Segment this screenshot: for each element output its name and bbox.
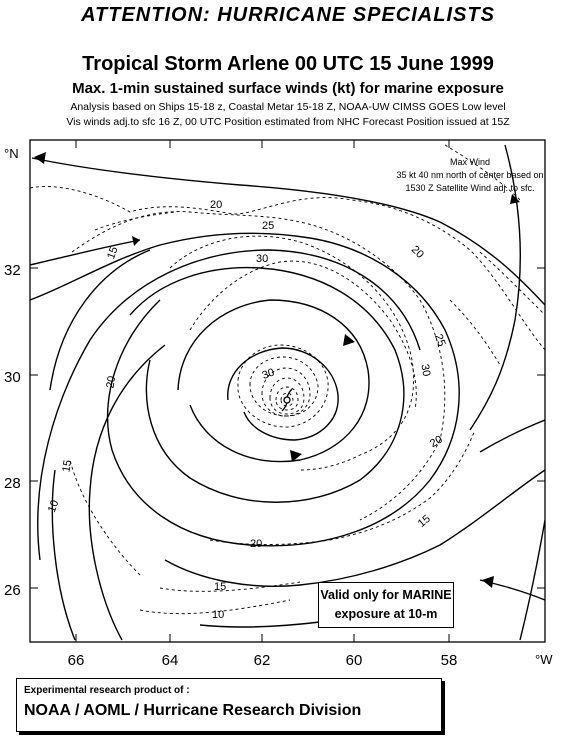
contour-label: 20 [428, 433, 445, 451]
contour-label: 15 [415, 512, 433, 530]
valid-notice-line1: Valid only for MARINE [320, 588, 452, 602]
lon-tick-label: 66 [67, 652, 85, 669]
credit-label: Experimental research product of : [24, 685, 190, 696]
contour-label: 25 [432, 332, 448, 349]
contour-label: 10 [45, 498, 62, 515]
contour-label: 20 [408, 243, 426, 261]
contour-label: 25 [262, 220, 275, 232]
contour-label: 15 [105, 245, 121, 261]
page-title: Tropical Storm Arlene 00 UTC 15 June 1999 [82, 53, 494, 75]
analysis-note-2: Vis winds adj.to sfc 16 Z, 00 UTC Position estimated from NHC Forecast Position issued at 15Z [66, 116, 510, 128]
contour-label: 20 [104, 375, 119, 390]
credit-box [16, 678, 442, 732]
valid-notice-line2: exposure at 10-m [334, 607, 438, 621]
contour-label: 20 [210, 199, 223, 211]
contour-label: 10 [212, 609, 225, 621]
lat-tick-label: 30 [4, 369, 21, 386]
lat-tick-label: 32 [4, 262, 21, 279]
lon-unit-label: °W [535, 652, 553, 667]
map-frame [30, 140, 545, 642]
max-wind-note [396, 157, 543, 193]
tick-marks [30, 140, 545, 642]
contour-label: 15 [214, 581, 227, 593]
contour-label: 30 [256, 253, 269, 265]
page-subtitle: Max. 1-min sustained surface winds (kt) for marine exposure [72, 80, 504, 97]
lat-unit-label: °N [4, 146, 19, 161]
lon-tick-label: 60 [345, 652, 363, 669]
contour-labels [46, 199, 448, 621]
contour-label: 15 [60, 459, 75, 474]
max-wind-source: 1530 Z Satellite Wind adj. to sfc. [405, 183, 535, 193]
credit-organization: NOAA / AOML / Hurricane Research Division [24, 702, 362, 719]
lat-tick-label: 28 [4, 475, 21, 492]
max-wind-title: Max Wind [449, 157, 491, 167]
contour-label: 20 [250, 538, 263, 550]
valid-notice-box [318, 582, 454, 628]
banner-attention: ATTENTION: HURRICANE SPECIALISTS [81, 4, 495, 26]
contour-label: 30 [418, 363, 433, 378]
streamlines [30, 145, 545, 640]
analysis-note-1: Analysis based on Ships 15-18 z, Coastal Metar 15-18 Z, NOAA-UW CIMSS GOES Low level [70, 101, 506, 113]
lat-tick-label: 26 [4, 582, 21, 599]
lon-tick-label: 62 [253, 652, 271, 669]
tropical-storm-icon [282, 389, 292, 411]
contour-label: 30 [260, 366, 277, 382]
lon-tick-label: 58 [440, 652, 458, 669]
lon-tick-label: 64 [161, 652, 179, 669]
max-wind-detail: 35 kt 40 nm north of center based on [396, 170, 544, 180]
flow-arrows [34, 152, 520, 588]
